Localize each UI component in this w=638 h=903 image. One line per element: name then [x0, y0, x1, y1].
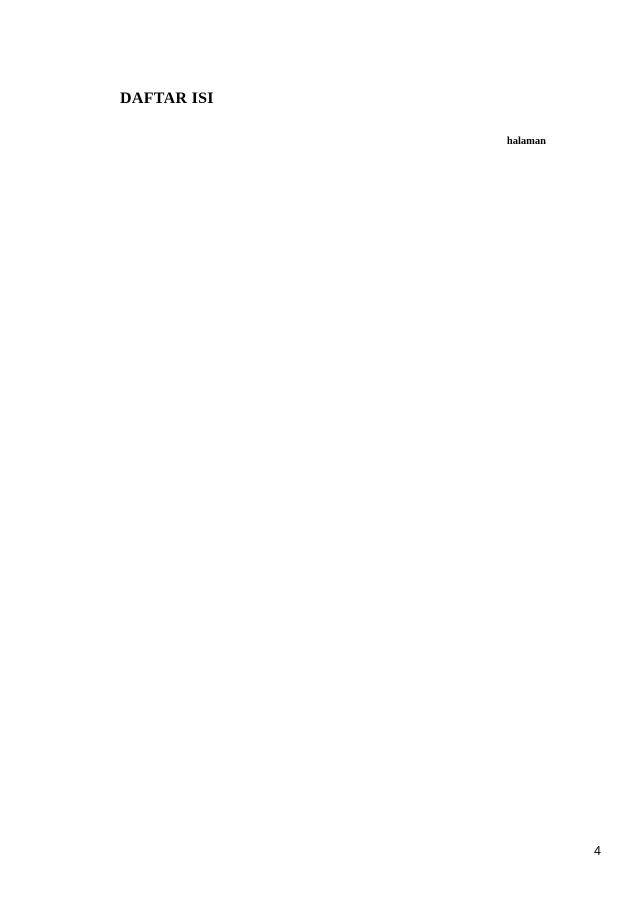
page-number: 4: [594, 844, 601, 858]
page-title: DAFTAR ISI: [120, 90, 214, 107]
halaman-label: halaman: [506, 136, 546, 147]
